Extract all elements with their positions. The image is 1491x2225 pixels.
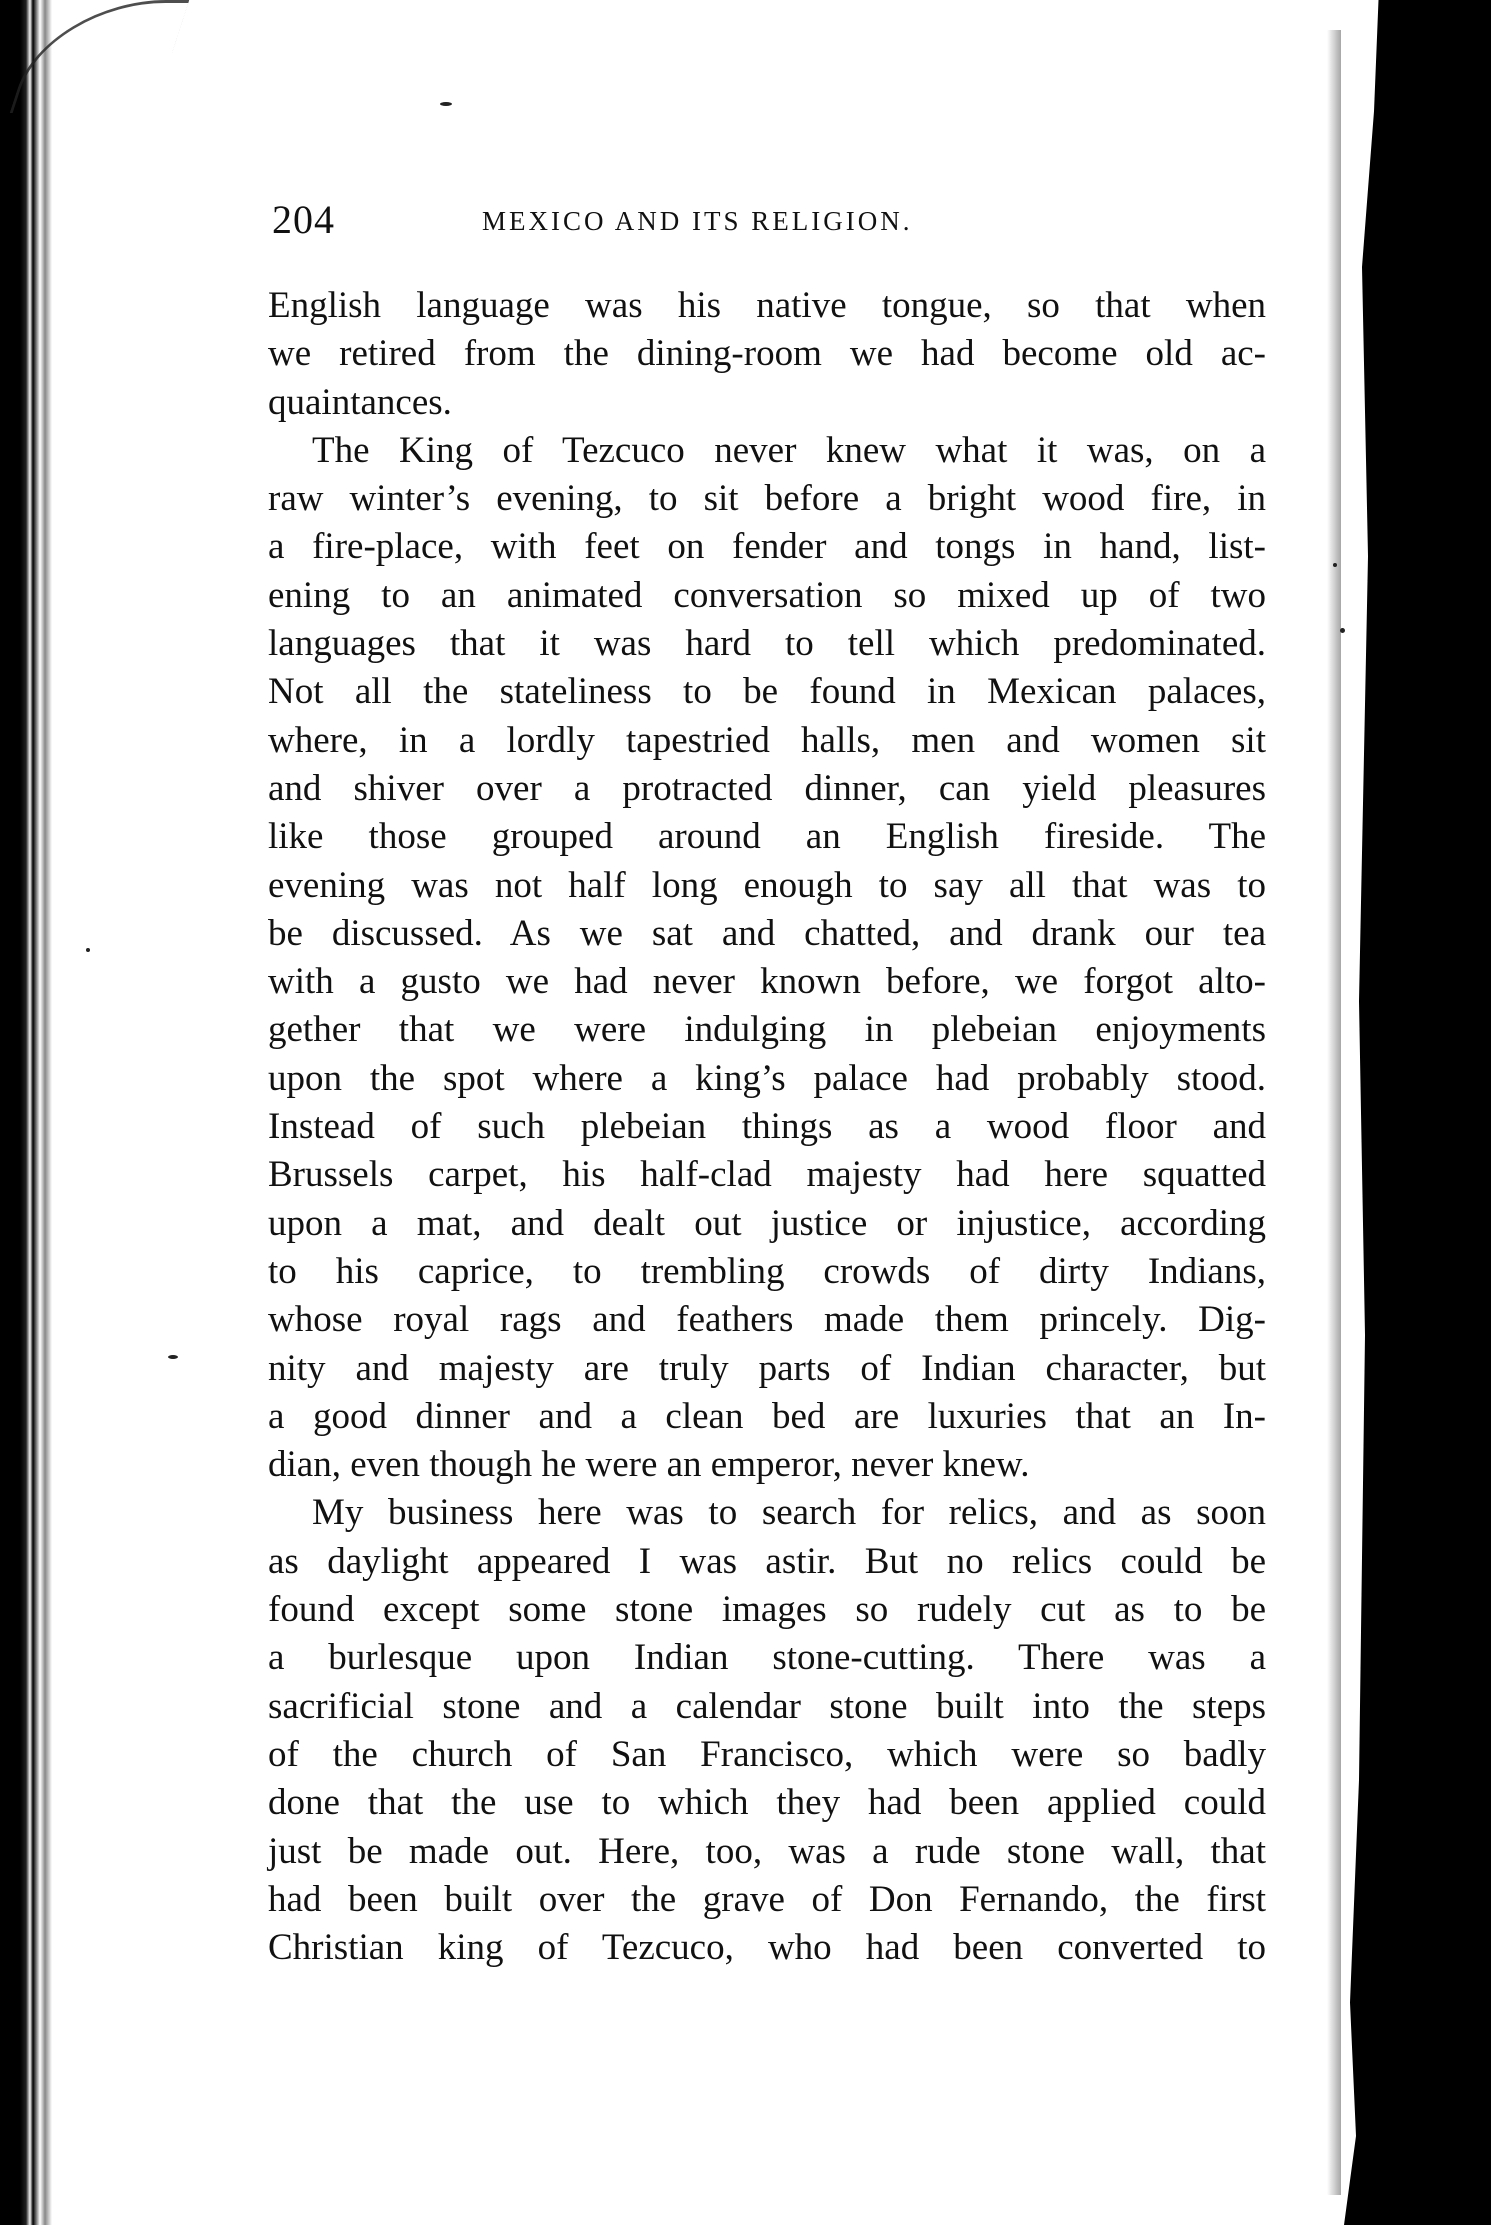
paragraph bbox=[268, 1489, 1266, 1972]
text-line: whose royal rags and feathers made them princely. Dig- bbox=[268, 1299, 1266, 1341]
text-line: nity and majesty are truly parts of Indian character, but bbox=[268, 1347, 1266, 1389]
paragraph bbox=[268, 427, 1266, 1490]
ink-speck bbox=[440, 102, 452, 106]
text-line: evening was not half long enough to say all that was to bbox=[268, 864, 1266, 906]
text-line: like those grouped around an English fireside. The bbox=[268, 816, 1266, 858]
text-line: Not all the stateliness to be found in Mexican palaces, bbox=[268, 671, 1266, 713]
text-line: languages that it was hard to tell which predominated. bbox=[268, 623, 1266, 665]
book-binding-edge bbox=[0, 0, 58, 2225]
text-line: we retired from the dining-room we had become old ac- bbox=[268, 333, 1266, 375]
text-line: Instead of such plebeian things as a wood floor and bbox=[268, 1106, 1266, 1148]
text-line: a fire-place, with feet on fender and tongs in hand, list- bbox=[268, 526, 1266, 568]
ink-speck bbox=[1340, 628, 1345, 633]
text-line: where, in a lordly tapestried halls, men and women sit bbox=[268, 719, 1266, 761]
text-line: with a gusto we had never known before, we forgot alto- bbox=[268, 961, 1266, 1003]
page-edge-shade bbox=[1327, 30, 1341, 2195]
page-header bbox=[272, 196, 1252, 256]
text-line: be discussed. As we sat and chatted, and drank our tea bbox=[268, 912, 1266, 954]
text-line: Christian king of Tezcuco, who had been converted to bbox=[268, 1927, 1266, 1969]
text-line: ening to an animated conversation so mixed up of two bbox=[268, 574, 1266, 616]
body-text bbox=[268, 282, 1266, 1972]
text-line: a good dinner and a clean bed are luxuries that an In- bbox=[268, 1395, 1266, 1437]
text-line: upon the spot where a king’s palace had probably stood. bbox=[268, 1057, 1266, 1099]
text-line: found except some stone images so rudely cut as to be bbox=[268, 1589, 1266, 1631]
text-line: upon a mat, and dealt out justice or injustice, according bbox=[268, 1202, 1266, 1244]
text-line: quaintances. bbox=[268, 381, 452, 423]
text-line: dian, even though he were an emperor, never knew. bbox=[268, 1444, 1030, 1486]
text-line: The King of Tezcuco never knew what it was, on a bbox=[312, 429, 1266, 471]
ink-speck bbox=[86, 948, 90, 952]
text-line: raw winter’s evening, to sit before a bright wood fire, in bbox=[268, 478, 1266, 520]
text-line: and shiver over a protracted dinner, can yield pleasures bbox=[268, 767, 1266, 809]
text-line: as daylight appeared I was astir. But no relics could be bbox=[268, 1540, 1266, 1582]
ink-speck bbox=[168, 1355, 178, 1359]
ink-speck bbox=[1333, 563, 1337, 567]
text-line: gether that we were indulging in plebeian enjoyments bbox=[268, 1009, 1266, 1051]
text-line: English language was his native tongue, so that when bbox=[268, 285, 1266, 326]
page-number: 204 bbox=[272, 197, 335, 242]
text-line: just be made out. Here, too, was a rude stone wall, that bbox=[268, 1830, 1266, 1872]
text-line: Brussels carpet, his half-clad majesty had here squatted bbox=[268, 1154, 1266, 1196]
scanner-shadow bbox=[1341, 0, 1491, 2225]
paragraph bbox=[268, 282, 1266, 427]
text-line: My business here was to search for relics, and as soon bbox=[312, 1492, 1266, 1534]
text-line: of the church of San Francisco, which were so badly bbox=[268, 1733, 1266, 1775]
text-line: to his caprice, to trembling crowds of dirty Indians, bbox=[268, 1250, 1266, 1292]
text-line: done that the use to which they had been applied could bbox=[268, 1782, 1266, 1824]
text-line: a burlesque upon Indian stone-cutting. There was a bbox=[268, 1637, 1266, 1679]
running-title: MEXICO AND ITS RELIGION. bbox=[482, 206, 913, 236]
text-line: sacrificial stone and a calendar stone built into the steps bbox=[268, 1685, 1266, 1727]
text-line: had been built over the grave of Don Fernando, the first bbox=[268, 1878, 1266, 1920]
